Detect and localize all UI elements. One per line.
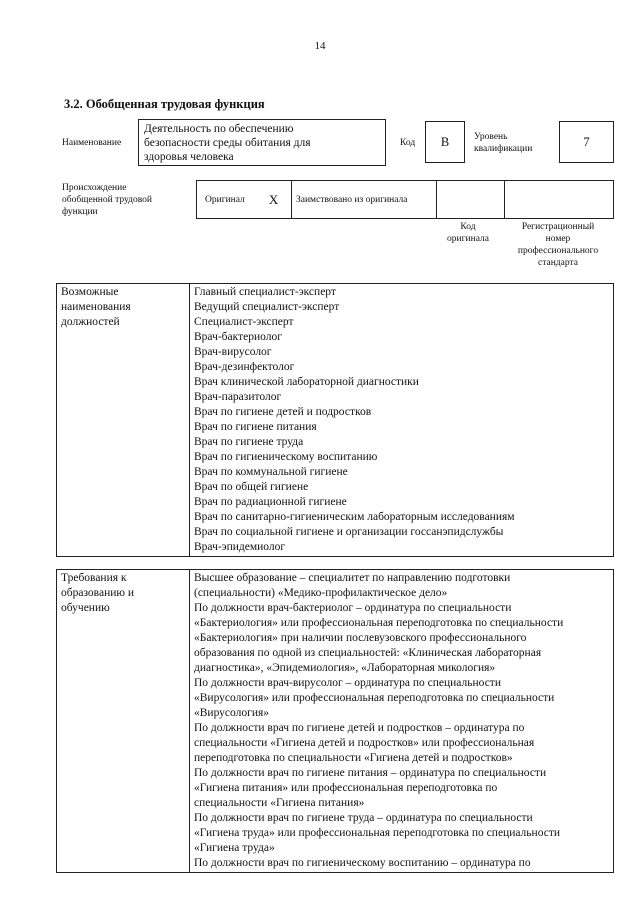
code-value: В [425, 121, 465, 163]
name-line: Деятельность по обеспечению [144, 123, 294, 135]
text-line: «Гигиена труда» или профессиональная переподготовка по специальности [194, 827, 561, 839]
registration-number-caption [502, 221, 614, 269]
borrowed-cell [292, 181, 437, 218]
caption-line: номер [545, 234, 571, 244]
requirements-text [190, 570, 614, 873]
list-item: Врач-дезинфектолог [194, 361, 295, 373]
table-row [57, 570, 614, 873]
caption-line: Код [460, 222, 476, 232]
original-label: Оригинал [205, 194, 245, 205]
caption-line: профессионального [517, 246, 599, 256]
list-item: Врач по коммунальной гигиене [194, 466, 348, 478]
text-line: образования по одной из специальностей: «Клиническая лабораторная [194, 647, 542, 659]
list-item: Врач по гигиене питания [194, 421, 317, 433]
name-label: Наименование [62, 138, 122, 148]
requirements-table [56, 569, 614, 873]
qualification-level-label [474, 131, 554, 155]
text-line: переподготовка по специальности «Гигиена детей и подростков» [194, 752, 513, 764]
origin-label-line: Происхождение [62, 183, 127, 193]
text-line: специальности «Гигиена питания» [194, 797, 365, 809]
section-title: 3.2. Обобщенная трудовая функция [64, 97, 265, 111]
origin-label-line: обобщенной трудовой [62, 195, 152, 205]
list-item: Врач по гигиене детей и подростков [194, 406, 372, 418]
requirements-label [57, 570, 190, 873]
list-item: Врач клинической лабораторной диагностики [194, 376, 419, 388]
registration-number-cell [505, 181, 613, 218]
label-line: должностей [61, 316, 120, 328]
origin-table [196, 180, 614, 219]
text-line: По должности врач-бактериолог – ординатура по специальности [194, 602, 512, 614]
label-line: Требования к [61, 572, 127, 584]
list-item: Врач-бактериолог [194, 331, 282, 343]
list-item: Врач-эпидемиолог [194, 541, 286, 553]
original-mark: Х [268, 191, 279, 207]
code-label: Код [400, 138, 416, 148]
text-line: По должности врач по гигиеническому воспитанию – ординатура по [194, 857, 531, 869]
text-line: Высшее образование – специалитет по направлению подготовки [194, 572, 511, 584]
table-row [57, 284, 614, 557]
text-line: «Бактериология» или профессиональная переподготовка по специальности [194, 617, 564, 629]
text-line: специальности «Гигиена детей и подростков» или профессиональная [194, 737, 535, 749]
text-line: «Гигиена питания» или профессиональная переподготовка по [194, 782, 498, 794]
text-line: По должности врач по гигиене труда – ординатура по специальности [194, 812, 533, 824]
name-line: здоровья человека [144, 151, 234, 163]
label-line: наименования [61, 301, 131, 313]
list-item: Врач по гигиене труда [194, 436, 304, 448]
level-label-line: Уровень [474, 132, 508, 142]
list-item: Главный специалист-эксперт [194, 286, 336, 298]
original-code-caption [434, 221, 502, 245]
text-line: диагностика», «Эпидемиология», «Лабораторная микология» [194, 662, 496, 674]
list-item: Врач по радиационной гигиене [194, 496, 347, 508]
text-line: По должности врач по гигиене детей и подростков – ординатура по [194, 722, 525, 734]
list-item: Ведущий специалист-эксперт [194, 301, 340, 313]
label-line: обучению [61, 602, 110, 614]
page-number: 14 [314, 40, 326, 52]
original-code-cell [437, 181, 505, 218]
text-line: «Гигиена труда» [194, 842, 275, 854]
list-item: Врач по санитарно-гигиеническим лабораторным исследованиям [194, 511, 515, 523]
label-line: образованию и [61, 587, 134, 599]
origin-label-line: функции [62, 207, 98, 217]
origin-label [62, 182, 192, 218]
text-line: По должности врач по гигиене питания – ординатура по специальности [194, 767, 547, 779]
text-line: «Вирусология» или профессиональная переподготовка по специальности [194, 692, 555, 704]
list-item: Врач-паразитолог [194, 391, 282, 403]
label-line: Возможные [61, 286, 119, 298]
text-line: «Вирусология» [194, 707, 270, 719]
positions-table [56, 283, 614, 557]
borrowed-label: Заимствовано из оригинала [296, 194, 408, 205]
text-line: «Бактериология» при наличии послевузовского профессионального [194, 632, 527, 644]
list-item: Врач-вирусолог [194, 346, 272, 358]
list-item: Врач по гигиеническому воспитанию [194, 451, 378, 463]
list-item: Врач по общей гигиене [194, 481, 309, 493]
positions-list [190, 284, 614, 557]
caption-line: Регистрационный [521, 222, 595, 232]
text-line: По должности врач-вирусолог – ординатура по специальности [194, 677, 501, 689]
caption-line: стандарта [538, 258, 578, 268]
caption-line: оригинала [447, 234, 489, 244]
name-field [138, 119, 386, 166]
qualification-level-value: 7 [559, 121, 614, 163]
name-line: безопасности среды обитания для [144, 137, 311, 149]
level-label-line: квалификации [474, 144, 533, 154]
text-line: (специальности) «Медико-профилактическое дело» [194, 587, 448, 599]
list-item: Специалист-эксперт [194, 316, 294, 328]
positions-label [57, 284, 190, 557]
original-cell [197, 181, 292, 218]
list-item: Врач по социальной гигиене и организации госсанэпидслужбы [194, 526, 504, 538]
